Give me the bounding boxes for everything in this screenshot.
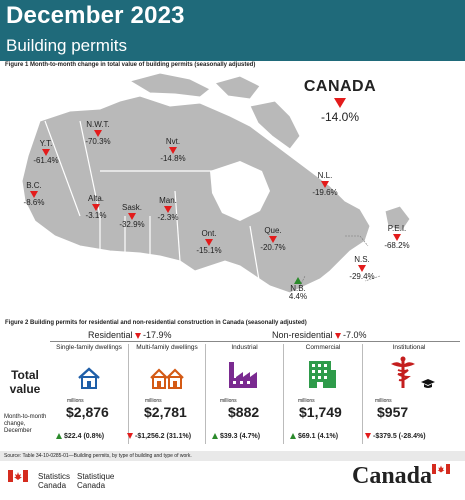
column-value: $2,876	[66, 404, 109, 420]
house-icon	[76, 366, 102, 390]
figure1-caption: Figure 1 Month-to-month change in total value of building permits (seasonally adjusted)	[5, 62, 256, 68]
region-value: -3.1%	[85, 211, 107, 221]
column-name: Multi-family dwellings	[136, 344, 198, 351]
region-name: N.B.	[290, 284, 306, 293]
down-arrow-icon	[92, 204, 100, 211]
column-name: Commercial	[305, 344, 341, 351]
region-bc	[14, 182, 54, 208]
region-ont	[189, 230, 229, 256]
region-value: -20.7%	[260, 243, 286, 253]
residential-divider	[50, 341, 205, 342]
source-note: Source: Table 34-10-0285-01—Building permits, by type of building and type of work.	[0, 451, 465, 461]
change-text: $22.4 (0.8%)	[64, 433, 105, 440]
region-name: Ont.	[201, 229, 217, 238]
region-name: Que.	[264, 226, 282, 235]
down-arrow-icon	[205, 239, 213, 246]
region-sask	[112, 204, 152, 230]
region-name: Sask.	[121, 203, 142, 212]
factory-icon	[226, 360, 260, 390]
region-name: N.W.T.	[86, 120, 110, 129]
down-arrow-icon	[30, 191, 38, 198]
region-name: P.E.I.	[387, 224, 407, 233]
millions-label: millions	[375, 398, 392, 404]
up-arrow-icon	[294, 277, 302, 284]
canada-value: -14.0%	[320, 110, 360, 124]
column-value: $882	[228, 404, 260, 420]
nonresidential-header	[272, 330, 367, 340]
up-arrow-icon	[56, 433, 62, 439]
region-value: -32.9%	[119, 220, 145, 230]
region-name: Alta.	[87, 194, 104, 203]
canada-label: CANADA	[303, 78, 377, 95]
column-commercial	[284, 344, 362, 448]
change-text: $69.1 (4.1%)	[298, 433, 339, 440]
column-multi-family	[129, 344, 205, 448]
change-text: $39.3 (4.7%)	[220, 433, 261, 440]
residential-label: Residential	[88, 330, 133, 340]
column-change	[365, 433, 426, 440]
statcan-fr-line2: Canada	[77, 481, 106, 491]
region-name: B.C.	[26, 181, 42, 190]
arctic-islands	[130, 73, 210, 97]
millions-label: millions	[298, 398, 315, 404]
column-name: Industrial	[231, 344, 258, 351]
down-arrow-icon	[164, 206, 172, 213]
wordmark-flag-icon	[432, 464, 450, 474]
statcan-english	[38, 472, 70, 490]
down-arrow-icon	[169, 147, 177, 154]
column-industrial	[206, 344, 283, 448]
up-arrow-icon	[212, 433, 218, 439]
statcan-fr-line1: Statistique	[77, 472, 115, 481]
down-arrow-icon	[128, 213, 136, 220]
column-value: $2,781	[144, 404, 187, 420]
region-value: -19.6%	[312, 188, 338, 198]
down-arrow-icon	[42, 149, 50, 156]
total-value-label: Total value	[9, 368, 41, 396]
region-alta	[78, 195, 114, 221]
nonresidential-label: Non-residential	[272, 330, 333, 340]
graduation-cap-icon	[421, 378, 435, 390]
region-name: Nvt.	[165, 137, 181, 146]
down-arrow-icon	[94, 130, 102, 137]
region-pei	[375, 225, 419, 251]
region-value: -70.3%	[85, 137, 111, 147]
statcan-en-line1: Statistics	[38, 472, 71, 481]
change-text: -$379.5 (-28.4%)	[373, 433, 426, 440]
figure2-panel	[0, 328, 465, 448]
region-nl	[300, 172, 350, 198]
nonresidential-divider	[205, 341, 460, 342]
up-arrow-icon	[290, 433, 296, 439]
column-change	[290, 433, 338, 440]
region-nvt	[151, 138, 195, 164]
column-value: $957	[377, 404, 409, 420]
canada-flag-icon	[8, 470, 28, 482]
arctic-islands-2	[215, 76, 260, 99]
down-arrow-icon	[393, 234, 401, 241]
figure2-caption: Figure 2 Building permits for residential and non-residential construction in Canada (seasonally adjusted)	[5, 320, 307, 326]
residential-change: -17.9%	[143, 330, 172, 340]
region-value: 4.4%	[288, 292, 308, 302]
region-value: -68.2%	[384, 241, 410, 251]
region-man	[150, 197, 186, 223]
millions-label: millions	[67, 398, 84, 404]
caduceus-icon	[389, 356, 417, 390]
canada-map	[0, 61, 465, 318]
region-que	[251, 227, 295, 253]
down-arrow-icon	[335, 333, 341, 339]
down-arrow-icon	[127, 433, 133, 439]
column-institutional	[363, 344, 463, 448]
column-value: $1,749	[299, 404, 342, 420]
statcan-en-line2: Canada	[38, 481, 67, 491]
page-title: December 2023	[6, 2, 185, 29]
millions-label: millions	[145, 398, 162, 404]
column-single-family	[50, 344, 128, 448]
down-arrow-icon	[135, 333, 141, 339]
region-name: Y.T.	[39, 139, 53, 148]
down-arrow-icon	[358, 265, 366, 272]
nonresidential-change: -7.0%	[343, 330, 367, 340]
down-arrow-icon	[321, 181, 329, 188]
region-name: N.L.	[317, 171, 333, 180]
region-yt	[26, 140, 66, 166]
residential-header	[88, 330, 172, 340]
down-arrow-icon	[269, 236, 277, 243]
column-change	[127, 433, 191, 440]
region-ns	[340, 256, 384, 282]
region-value: -29.4%	[349, 272, 375, 282]
column-change	[212, 433, 260, 440]
region-name: N.S.	[354, 255, 370, 264]
region-value: -2.3%	[157, 213, 179, 223]
canada-total	[300, 78, 380, 124]
houses-icon	[149, 366, 185, 390]
header-banner	[0, 0, 465, 61]
month-change-label: Month-to-month change, December	[4, 414, 47, 435]
down-arrow-icon	[365, 433, 371, 439]
region-nwt	[75, 121, 121, 147]
footer	[0, 461, 465, 500]
statcan-french	[77, 472, 114, 490]
column-name: Institutional	[392, 344, 426, 351]
region-value: -61.4%	[33, 156, 59, 166]
millions-label: millions	[220, 398, 237, 404]
change-text: -$1,256.2 (31.1%)	[135, 433, 192, 440]
column-change	[56, 433, 104, 440]
region-value: -15.1%	[196, 246, 222, 256]
column-name: Single-family dwellings	[56, 344, 122, 351]
page-subtitle: Building permits	[6, 36, 127, 55]
region-value: -8.6%	[23, 198, 45, 208]
canada-wordmark: Canada	[352, 463, 433, 489]
region-name: Man.	[159, 196, 177, 205]
office-building-icon	[306, 358, 338, 390]
region-value: -14.8%	[160, 154, 186, 164]
down-arrow-icon	[334, 98, 346, 108]
region-nb	[280, 276, 316, 302]
